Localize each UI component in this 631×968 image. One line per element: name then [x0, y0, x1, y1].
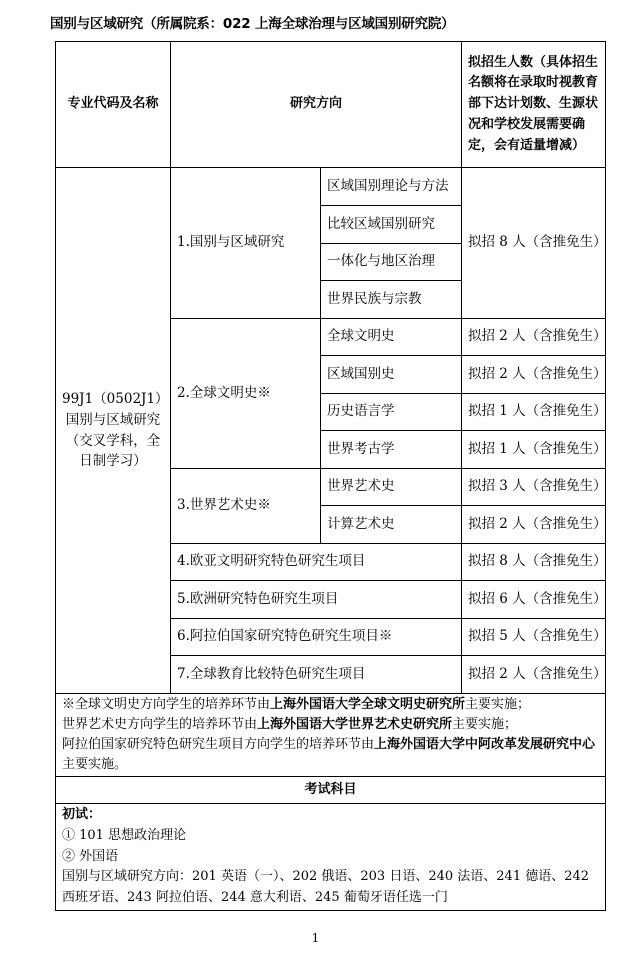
table-header-row: [56, 42, 606, 168]
direction-name: 6.阿拉伯国家研究特色研究生项目※: [171, 619, 462, 656]
note-line: 世界艺术史方向学生的培养环节由上海外国语大学世界艺术史研究所主要实施；: [62, 716, 518, 732]
direction-name: 2.全球文明史※: [171, 319, 321, 469]
major-cell: [56, 168, 171, 694]
sub-direction: 区域国别史: [321, 356, 462, 394]
direction-name: 3.世界艺术史※: [171, 469, 321, 544]
notes-cell: [56, 694, 606, 777]
sub-direction: 一体化与地区治理: [321, 244, 462, 281]
sub-direction: 历史语言学: [321, 394, 462, 431]
admissions-table: [55, 41, 606, 911]
sub-direction: 世界考古学: [321, 431, 462, 469]
direction-name: 7.全球教育比较特色研究生项目: [171, 656, 462, 694]
header-code: 专业代码及名称: [56, 42, 171, 168]
quota-cell: 拟招 2 人（含推免生）: [462, 356, 606, 394]
exam-item: ① 101 思想政治理论: [62, 827, 187, 843]
notes-row: [56, 694, 606, 777]
direction-name: 4.欧亚文明研究特色研究生项目: [171, 544, 462, 581]
sub-direction: 世界艺术史: [321, 469, 462, 506]
major-mode: 日制学习）: [79, 453, 147, 470]
exam-row: [56, 804, 606, 911]
quota-cell: 拟招 6 人（含推免生）: [462, 581, 606, 619]
quota-cell: 拟招 5 人（含推免生）: [462, 619, 606, 656]
table-row: [56, 168, 606, 206]
sub-direction: 计算艺术史: [321, 506, 462, 544]
quota-cell: 拟招 2 人（含推免生）: [462, 506, 606, 544]
sub-direction: 比较区域国别研究: [321, 206, 462, 244]
direction-name: 5.欧洲研究特色研究生项目: [171, 581, 462, 619]
quota-cell: 拟招 1 人（含推免生）: [462, 394, 606, 431]
exam-detail: 国别与区域研究方向：201 英语（一）、202 俄语、203 日语、240 法语、241 德语、242 西班牙语、243 阿拉伯语、244 意大利语、245 葡萄牙语任选一门: [62, 869, 590, 906]
quota-cell: 拟招 2 人（含推免生）: [462, 656, 606, 694]
exam-item: ② 外国语: [62, 848, 119, 864]
quota-cell: 拟招 3 人（含推免生）: [462, 469, 606, 506]
quota-cell: 拟招 8 人（含推免生）: [462, 168, 606, 319]
page-number: 1: [311, 931, 320, 945]
sub-direction: 世界民族与宗教: [321, 281, 462, 319]
note-line: ※全球文明史方向学生的培养环节由上海外国语大学全球文明史研究所主要实施；: [62, 696, 531, 712]
major-type: （交叉学科，全: [65, 432, 161, 449]
header-quota: 拟招生人数（具体招生名额将在录取时视教育部下达计划数、生源状况和学校发展需要确定，会有适量增减）: [462, 42, 606, 168]
quota-cell: 拟招 8 人（含推免生）: [462, 544, 606, 581]
exam-cell: [56, 804, 606, 911]
header-direction: 研究方向: [171, 42, 462, 168]
direction-name: 1.国别与区域研究: [171, 168, 321, 319]
quota-cell: 拟招 2 人（含推免生）: [462, 319, 606, 356]
sub-direction: 区域国别理论与方法: [321, 168, 462, 206]
quota-cell: 拟招 1 人（含推免生）: [462, 431, 606, 469]
sub-direction: 全球文明史: [321, 319, 462, 356]
major-name: 国别与区域研究: [65, 411, 161, 428]
major-code: 99J1（0502J1）: [62, 390, 169, 407]
document-title: 国别与区域研究（所属院系：022 上海全球治理与区域国别研究院）: [50, 16, 455, 32]
exam-label: 初试：: [62, 807, 102, 822]
exam-heading-row: [56, 777, 606, 804]
exam-heading: 考试科目: [56, 777, 606, 804]
note-line: 阿拉伯国家研究特色研究生项目方向学生的培养环节由上海外国语大学中阿改革发展研究中心主要实施。: [62, 737, 596, 773]
